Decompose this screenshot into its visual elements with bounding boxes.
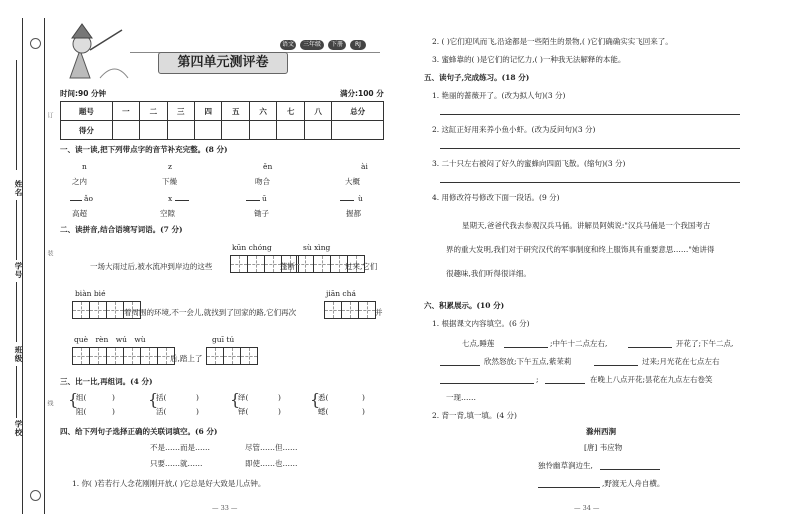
score-cell[interactable]	[277, 121, 304, 140]
name-label: 姓名	[14, 180, 23, 197]
poem-blank[interactable]	[600, 469, 660, 470]
subject-pill: 语文	[281, 41, 294, 48]
question-text: 1. 你( )若若行人念花刚刚开放,( )它总是好大致是儿点钟。	[72, 479, 266, 488]
pinyin-blank[interactable]	[175, 200, 189, 201]
question-text: 2. ( )它们迎风而飞,沿途都是一些陌生的景物,( )它们确确实实飞回来了。	[432, 37, 673, 46]
pinyin-blank[interactable]	[246, 200, 260, 201]
compare-item: 阻(	[76, 407, 87, 416]
paren-close: )	[278, 407, 281, 416]
pinyin-blank[interactable]	[340, 200, 354, 201]
score-cell[interactable]	[167, 121, 194, 140]
word-item: 空隙	[160, 209, 175, 218]
compare-item: 悉(	[318, 393, 329, 402]
page-number: — 34 —	[574, 504, 600, 512]
brace-icon: {	[310, 390, 321, 409]
full-score: 满分:100 分	[340, 89, 384, 98]
score-header-cell: 七	[277, 102, 304, 121]
writing-grid[interactable]	[324, 301, 376, 319]
pinyin-hint: ù	[358, 194, 363, 203]
paren-close: )	[112, 393, 115, 402]
fill-text: ;中午十二点左右,	[550, 339, 608, 348]
score-header-cell: 五	[222, 102, 249, 121]
score-header-cell: 总分	[332, 102, 384, 121]
word-item: 吻合	[255, 177, 270, 186]
score-cell[interactable]	[249, 121, 276, 140]
conjunction-option: 尽管……但……	[245, 443, 298, 452]
brace-icon: {	[230, 390, 241, 409]
word-item: 大概	[345, 177, 360, 186]
question-text: 1. 艳丽的蔷薇开了。(改为拟人句)(3 分)	[432, 91, 566, 100]
class-blank[interactable]	[16, 282, 17, 342]
pinyin-hint: ǎo	[84, 194, 93, 203]
pinyin-prompt: kūn chóng	[232, 243, 272, 252]
paren-close: )	[362, 407, 365, 416]
sentence-text: 一场大雨过后,被水流冲到岸边的这些	[90, 262, 213, 271]
sentence-text: 着周围的环境,不一会儿,就找到了回家的路,它们再次	[124, 308, 297, 317]
binding-hole	[30, 38, 41, 49]
sentence-text: 过来,它们	[345, 262, 378, 271]
section-6-heading: 六、积累展示。(10 分)	[424, 301, 505, 310]
school-label: 学校	[14, 420, 23, 437]
score-header-cell: 三	[167, 102, 194, 121]
fill-text: 过来;月光花在七点左右	[642, 357, 720, 366]
score-header-cell: 题号	[61, 102, 113, 121]
score-table	[60, 101, 384, 140]
paren-close: )	[112, 407, 115, 416]
pinyin-hint: ěn	[263, 162, 273, 171]
id-label: 学号	[14, 262, 23, 279]
sentence-text: 蓬断	[280, 262, 295, 271]
section-4-heading: 四、给下列句子选择正确的关联词填空。(6 分)	[60, 427, 218, 436]
compare-item: 铎(	[238, 407, 249, 416]
score-row-label: 得分	[61, 121, 113, 140]
poem-title: 滁州西涧	[586, 427, 616, 436]
page-number: — 33 —	[212, 504, 238, 512]
question-text: 3. 蜜蜂靠的( )是它们的记忆力,( )一种我无法解释的本能。	[432, 55, 626, 64]
paren-close: )	[362, 393, 365, 402]
pinyin-prompt: biàn bié	[75, 289, 106, 298]
compare-item: 括(	[156, 393, 167, 402]
question-text: 3. 二十只左右被闷了好久的蜜蜂向四面飞散。(缩句)(3 分)	[432, 159, 626, 168]
school-blank[interactable]	[16, 366, 17, 418]
paren-close: )	[278, 393, 281, 402]
sentence-text: 并	[375, 308, 383, 317]
answer-line[interactable]	[440, 182, 740, 183]
pinyin-hint: z	[168, 162, 172, 171]
word-item: 握都	[346, 209, 361, 218]
score-cell[interactable]	[140, 121, 167, 140]
page-title: 第四单元测评卷	[158, 52, 288, 74]
fill-text: 开花了;下午二点,	[676, 339, 734, 348]
compare-item: 蟋(	[318, 407, 329, 416]
poem-line: ,野渡无人舟自横。	[602, 479, 665, 488]
question-text: 4. 用修改符号修改下面一段话。(9 分)	[432, 193, 560, 202]
fold-mark: 装	[46, 250, 53, 256]
fill-blank[interactable]	[628, 347, 672, 348]
answer-line[interactable]	[440, 114, 740, 115]
brace-icon: {	[148, 390, 159, 409]
volume-pill: 下册	[328, 40, 346, 50]
compare-item: 绎(	[238, 393, 249, 402]
section-3-heading: 三、比一比,再组词。(4 分)	[60, 377, 153, 386]
word-item: 下燥	[162, 177, 177, 186]
sentence-text: 后,踏上了	[170, 354, 203, 363]
pinyin-prompt: sù xìng	[303, 243, 331, 252]
passage-line: 星期天,爸爸代我去参观汉兵马俑。讲解员阿姨说:"汉兵马俑是一个我国考古	[462, 221, 711, 230]
poem-line: 独怜幽草涧边生,	[538, 461, 593, 470]
binding-strip	[0, 0, 52, 522]
pinyin-prompt: jiān chá	[326, 289, 356, 298]
fill-text: 在晚上八点开花;昙花在九点左右卷笑	[590, 375, 713, 384]
score-cell[interactable]	[222, 121, 249, 140]
fill-text: 欣然怒放;下午五点,紫茉莉	[484, 357, 572, 366]
score-cell[interactable]	[112, 121, 139, 140]
fill-blank[interactable]	[545, 383, 585, 384]
binding-line	[44, 18, 45, 514]
writing-grid[interactable]	[72, 347, 175, 365]
score-cell[interactable]	[304, 121, 331, 140]
fold-mark: 订	[46, 112, 53, 118]
word-item: 锄子	[254, 209, 269, 218]
pinyin-hint: ài	[361, 162, 368, 171]
fill-blank[interactable]	[440, 383, 534, 384]
paren-close: )	[196, 393, 199, 402]
word-item: 之内	[72, 177, 87, 186]
section-2-heading: 二、读拼音,结合语境写词语。(7 分)	[60, 225, 183, 234]
question-text: 1. 根据课文内容填空。(6 分)	[432, 319, 530, 328]
paren-close: )	[196, 407, 199, 416]
brace-icon: {	[68, 390, 79, 409]
poem-blank[interactable]	[538, 487, 600, 488]
edition-pill: RJ	[350, 40, 366, 50]
score-header-cell: 八	[304, 102, 331, 121]
compare-item: 组(	[76, 393, 87, 402]
section-1-heading: 一、读一读,把下列带点字的音节补充完整。(8 分)	[60, 145, 228, 154]
score-header-cell: 二	[140, 102, 167, 121]
word-item: 高超	[72, 209, 87, 218]
name-blank[interactable]	[16, 60, 17, 170]
binding-hole	[30, 490, 41, 501]
conjunction-option: 即使……也……	[245, 459, 298, 468]
pinyin-hint: x	[168, 194, 173, 203]
score-header-cell: 六	[249, 102, 276, 121]
section-5-heading: 五、读句子,完成练习。(18 分)	[424, 73, 530, 82]
pinyin-prompt: guī tú	[212, 335, 235, 344]
pinyin-blank[interactable]	[70, 200, 82, 201]
pinyin-prompt: què rèn wú wù	[74, 335, 146, 344]
fill-text: 一现……	[446, 393, 476, 402]
fill-text: 七点,睡莲	[462, 339, 495, 348]
answer-line[interactable]	[440, 148, 740, 149]
conjunction-option: 只要……就……	[150, 459, 203, 468]
question-text: 2. 这缸正好用来养小鱼小虾。(改为反问句)(3 分)	[432, 125, 596, 134]
score-header-cell: 四	[195, 102, 222, 121]
poem-author: [唐] 韦应物	[584, 443, 623, 452]
fill-blank[interactable]	[594, 365, 638, 366]
fill-blank[interactable]	[504, 347, 548, 348]
writing-grid[interactable]	[206, 347, 258, 365]
mascot-illustration	[60, 20, 130, 82]
grade-pill: 三年级	[300, 40, 324, 50]
score-cell[interactable]	[195, 121, 222, 140]
fill-blank[interactable]	[440, 365, 480, 366]
score-header-cell: 一	[112, 102, 139, 121]
question-text: 2. 背一背,填一填。(4 分)	[432, 411, 517, 420]
fold-mark: 线	[46, 400, 53, 406]
pinyin-hint: n	[82, 162, 87, 171]
compare-item: 活(	[156, 407, 167, 416]
id-blank[interactable]	[16, 200, 17, 260]
passage-line: 界的重大发明,我们对于研究汉代的军事制度和终上服饰具有重要意思……"她讲得	[446, 245, 715, 254]
class-label: 班级	[14, 346, 23, 363]
passage-line: 很趣味,我们听得很详细。	[446, 269, 531, 278]
score-cell[interactable]	[332, 121, 384, 140]
conjunction-option: 不是……而是……	[150, 443, 210, 452]
fill-text: ;	[536, 375, 539, 384]
pinyin-hint: ū	[262, 194, 267, 203]
time-limit: 时间:90 分钟	[60, 89, 107, 98]
